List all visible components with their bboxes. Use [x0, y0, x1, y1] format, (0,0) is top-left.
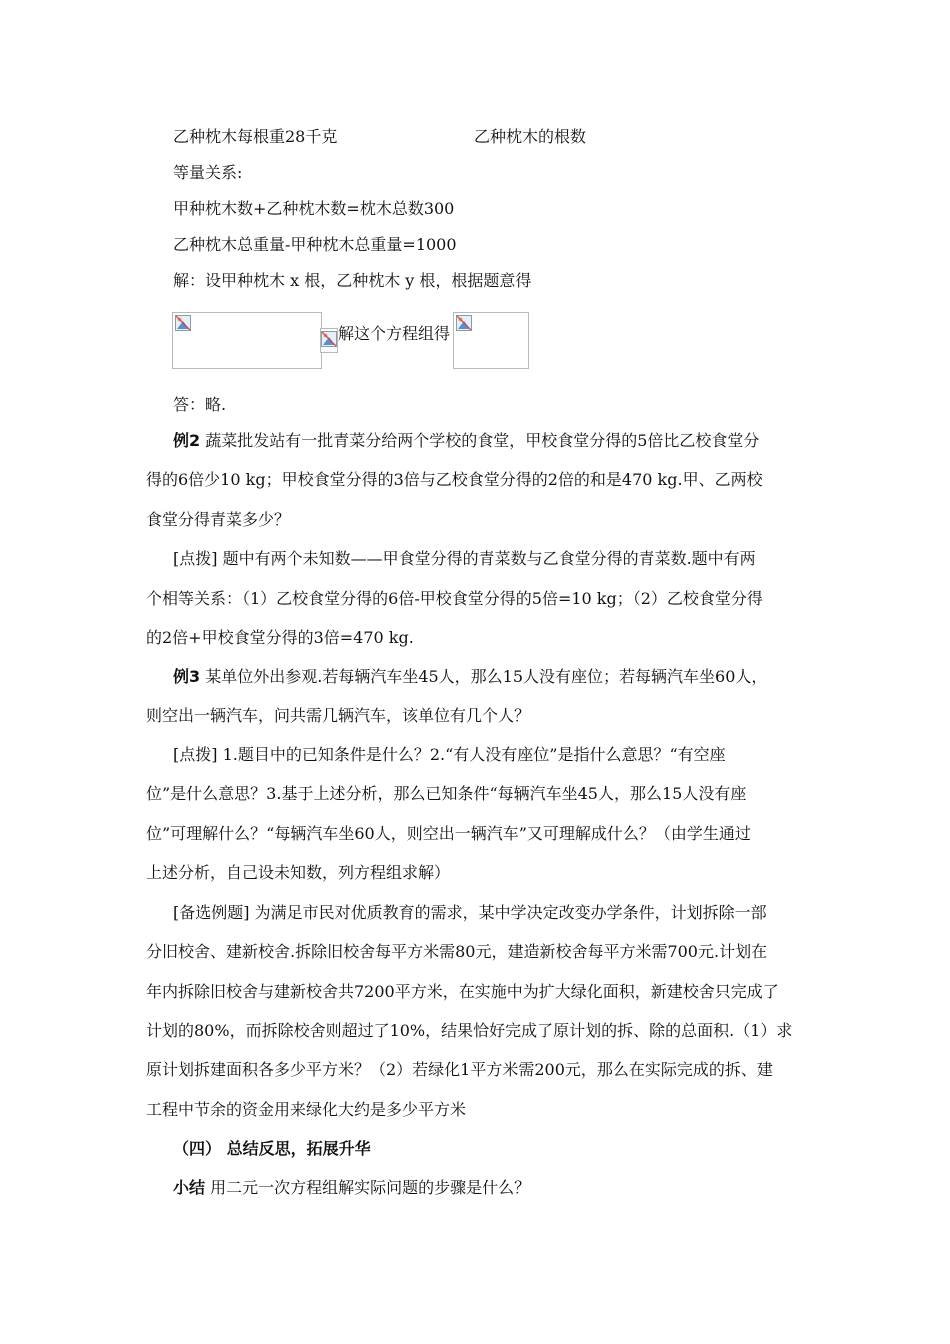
text-line: 则空出一辆汽车，问共需几辆汽车，该单位有几个人？ [146, 706, 531, 725]
example-2-line [173, 431, 759, 451]
text-line: 得的6倍少10 kg；甲校食堂分得的3倍与乙校食堂分得的2倍的和是470 kg.甲、乙两校 [146, 470, 763, 489]
example-label: 例2 [173, 431, 201, 450]
text-line: 上述分析，自己设未知数，列方程组求解） [146, 863, 451, 882]
text-line: 计划的80%，而拆除校舍则超过了10%，结果恰好完成了原计划的拆、除的总面积.（1）求 [146, 1021, 793, 1040]
broken-image-icon [175, 315, 191, 331]
text-line: 位”是什么意思？3.基于上述分析，那么已知条件“每辆汽车坐45人，那么15人没有座 [146, 784, 747, 803]
text-span: 某单位外出参观.若每辆汽车坐45人，那么15人没有座位；若每辆汽车坐60人， [200, 667, 768, 686]
text-line: 个相等关系：（1）乙校食堂分得的6倍-甲校食堂分得的5倍=10 kg；（2）乙校食堂分得 [146, 589, 763, 608]
text-line: [备选例题] 为满足市民对优质教育的需求，某中学决定改变办学条件，计划拆除一部 [173, 903, 767, 922]
text-span: 蔬菜批发站有一批青菜分给两个学校的食堂，甲校食堂分得的5倍比乙校食堂分 [200, 431, 760, 450]
text-line: 甲种枕木数+乙种枕木数=枕木总数300 [173, 199, 455, 218]
text-line: 工程中节余的资金用来绿化大约是多少平方米 [146, 1100, 467, 1119]
text-line: 年内拆除旧校舍与建新校舍共7200平方米，在实施中为扩大绿化面积，新建校舍只完成了 [146, 982, 779, 1001]
text-line: 位”可理解什么？“每辆汽车坐60人，则空出一辆汽车”又可理解成什么？（由学生通过 [146, 824, 751, 843]
example-label: 例3 [173, 667, 201, 686]
text-line: [点拨] 题中有两个未知数——甲食堂分得的青菜数与乙食堂分得的青菜数.题中有两 [173, 549, 756, 568]
text-line: 食堂分得青菜多少？ [146, 510, 291, 529]
section-heading: （四） 总结反思，拓展升华 [173, 1139, 371, 1158]
summary-label: 小结 [173, 1178, 206, 1197]
text-line: 等量关系: [173, 163, 243, 182]
equation-image-placeholder [172, 312, 322, 369]
text-line: 的2倍+甲校食堂分得的3倍=470 kg. [146, 628, 414, 647]
solution-image-placeholder [453, 312, 529, 369]
broken-image-icon [321, 331, 337, 347]
broken-image-icon [456, 315, 472, 331]
text-line: 解：设甲种枕木 x 根，乙种枕木 y 根，根据题意得 [173, 271, 532, 290]
text-line: 乙种枕木的根数 [474, 127, 587, 146]
text-line: [点拨] 1.题目中的已知条件是什么？2.“有人没有座位”是指什么意思？“有空座 [173, 745, 726, 764]
text-line: 答：略. [173, 395, 227, 414]
text-line: 原计划拆建面积各多少平方米？（2）若绿化1平方米需200元，那么在实际完成的拆、建 [146, 1060, 773, 1079]
text-line: 解这个方程组得 [338, 324, 451, 343]
text-line: 乙种枕木每根重28千克 [173, 127, 338, 146]
example-3-line [173, 667, 767, 687]
text-span: 用二元一次方程组解实际问题的步骤是什么？ [205, 1178, 531, 1197]
summary-line [173, 1178, 530, 1198]
equation-image-placeholder [320, 328, 338, 353]
text-line: 分旧校舍、建新校舍.拆除旧校舍每平方米需80元，建造新校舍每平方米需700元.计划在 [146, 942, 768, 961]
text-line: 乙种枕木总重量-甲种枕木总重量=1000 [173, 235, 457, 254]
